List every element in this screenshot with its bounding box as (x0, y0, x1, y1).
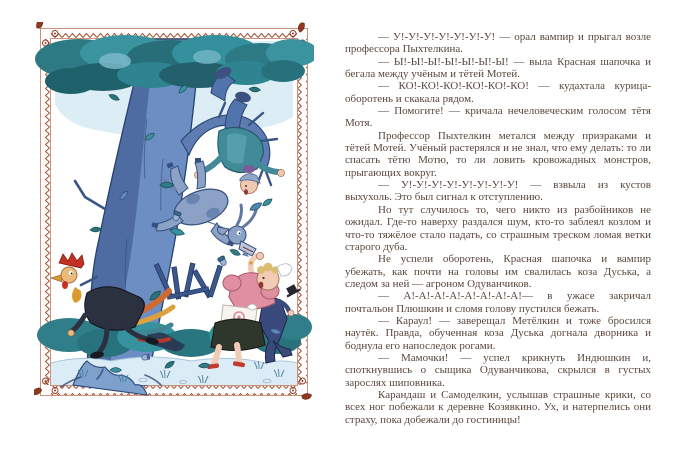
paragraph-metelkin: — Караул! — заверещал Метёлкин и тоже бросился наутёк. Правда, обученная коза Дуська догнала дворника и боднула его напоследок рогами. (345, 314, 651, 352)
oak-tree-scene (35, 35, 314, 395)
paragraph-postman-scream: — А!-А!-А!-А!-А!-А!-А!-А!— в ужасе закричал почтальон Плюшкин и сломя голову пустился бежать. (345, 290, 651, 315)
paragraph-desman-signal: — У!-У!-У!-У!-У!-У!-У!-У! — взвыла из кустов выхухоль. Это был сигнал к отступлению. (345, 179, 651, 204)
paragraph-noise-above: Но тут случилось то, чего никто из разбойников не ожидал. Где-то наверху раздался шум, кто-то заблеял козлом и что-то тяжёлое стало падать, со страшным треском ломая ветки старого дуба. (345, 203, 651, 253)
left-page-illustration (34, 22, 314, 402)
paragraph-redhood-wail: — Ы!-Ы!-Ы!-Ы!-Ы!-Ы!-Ы! — выла Красная шапочка и бегала между учёным и тётей Мотей. (345, 55, 651, 81)
corner-leaf-icon (34, 22, 44, 29)
paragraph-vampire-howl: — У!-У!-У!-У!-У!-У!-У! — орал вампир и прыгал возле профессора Пыхтелкина. (345, 31, 651, 56)
paragraph-goat-falls: Не успели оборотень, Красная шапочка и вампир убежать, как почти на головы им свалилась коза Дуська, а следом за ней — агроном Одуванчиков. (345, 253, 651, 290)
paragraph-karandash: Карандаш и Самоделкин, услышав страшные крики, со всех ног побежали к деревне Козявкино. Ух, и натерпелись они страху, пока добежали до гостиницы! (345, 388, 651, 426)
paragraph-professor: Профессор Пыхтелкин метался между призраками и тётей Мотей. Учёный растерялся и не знал, что ему делать: то ли спасать тётю Мотю, то ли ловить кровожадных монстров, прыгающих вокруг. (345, 129, 651, 179)
paragraph-indyushkin: — Мамочки! — успел крикнуть Индюшкин и, споткнувшись о сыщика Одуванчикова, скрылся в густых зарослях шиповника. (345, 351, 651, 389)
paragraph-motya-cry: — Помогите! — кричала нечеловеческим голосом тётя Мотя. (345, 105, 651, 130)
paragraph-hen-cluck: — КО!-КО!-КО!-КО!-КО!-КО! — кудахтала курица-оборотень и скакала рядом. (345, 80, 651, 105)
story-text-column (345, 31, 651, 426)
